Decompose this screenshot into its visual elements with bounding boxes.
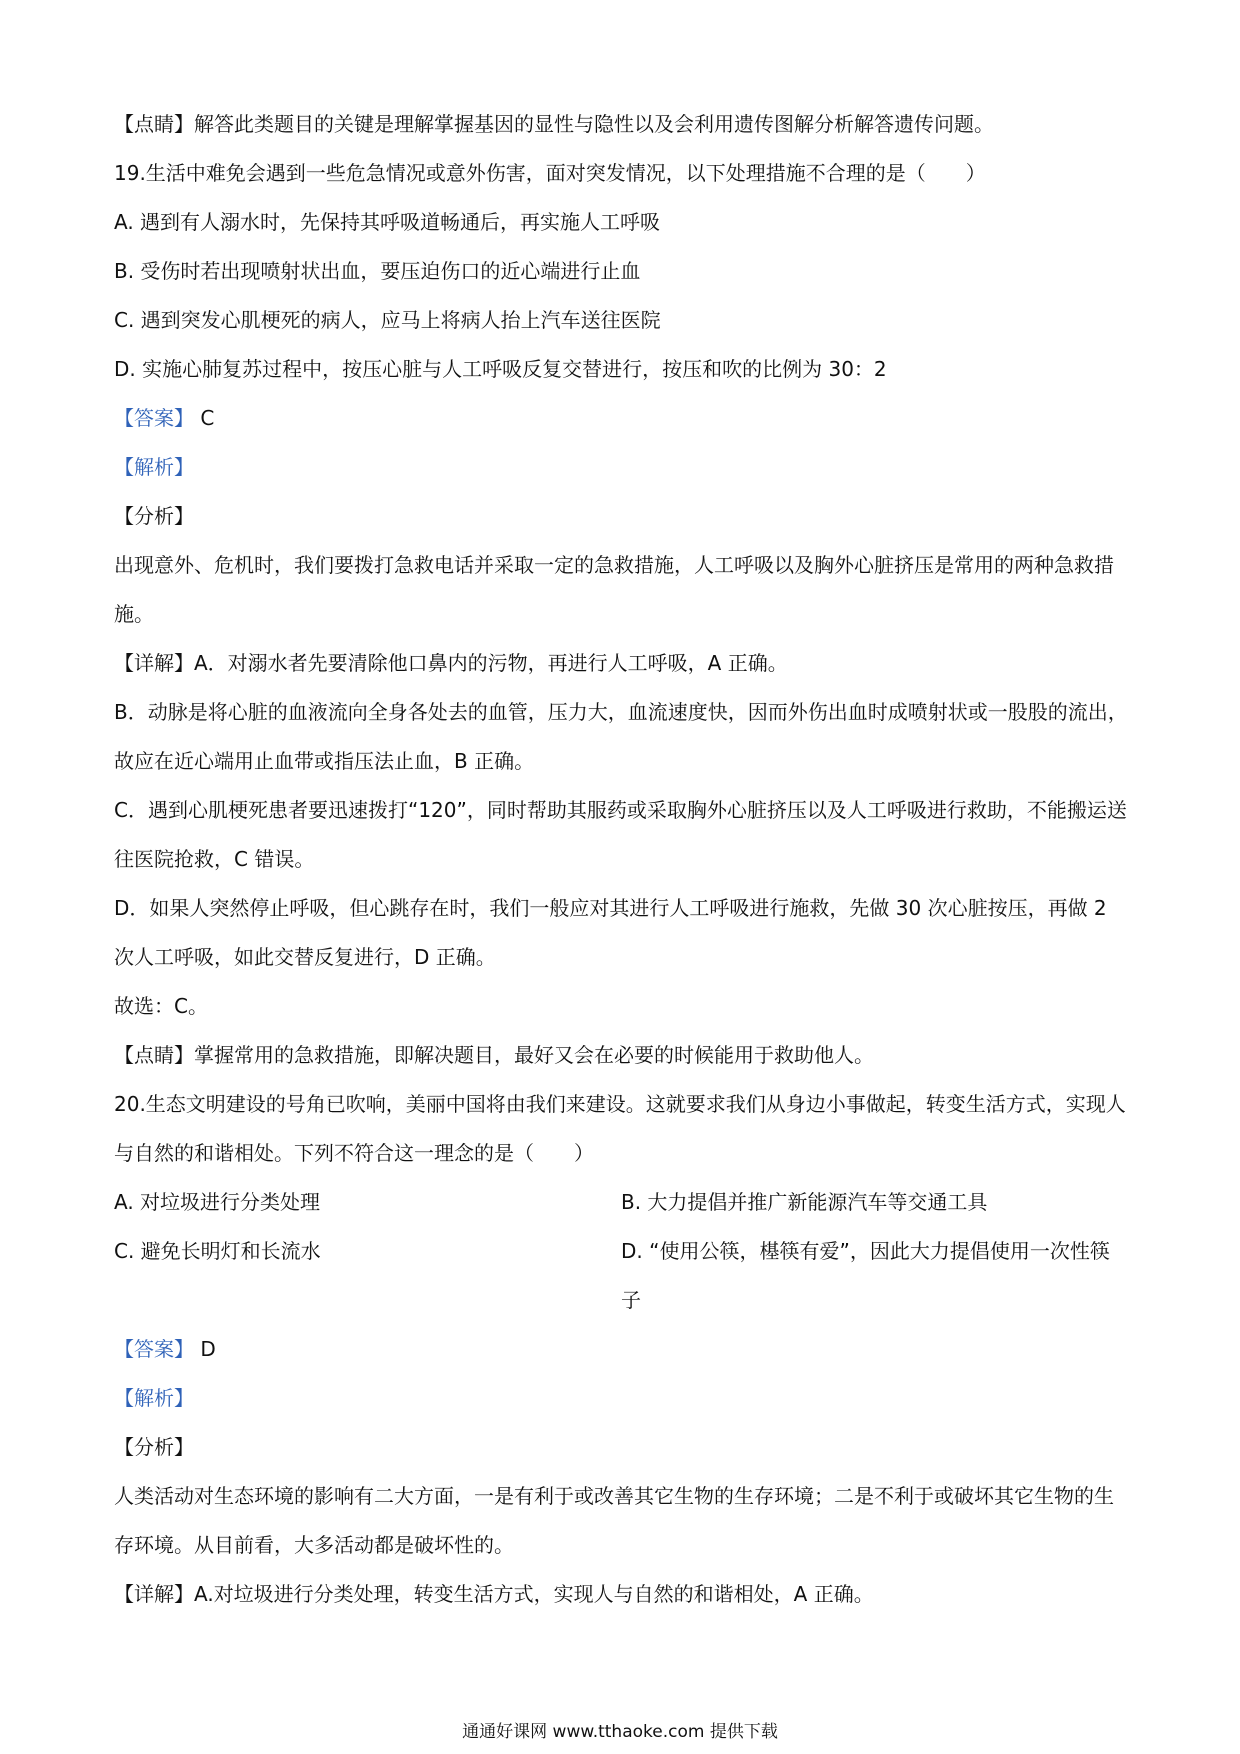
q20-stem: 20.生态文明建设的号角已吹响，美丽中国将由我们来建设。这就要求我们从身边小事做起，转变生活方式，实现人与自然的和谐相处。下列不符合这一理念的是（ ） [114, 1092, 1126, 1165]
detail-label: 【详解】 [114, 1582, 194, 1606]
q19-analysis: 出现意外、危机时，我们要拨打急救电话并采取一定的急救措施，人工呼吸以及胸外心脏挤压是常用的两种急救措施。 [114, 553, 1114, 626]
q20-fenxi-label: 【分析】 [114, 1435, 194, 1459]
document-body [114, 100, 1129, 1619]
q19-detail-b: B．动脉是将心脏的血液流向全身各处去的血管，压力大，血流速度快，因而外伤出血时成喷射状或一股股的流出，故应在近心端用止血带或指压法止血，B 正确。 [114, 700, 1128, 773]
dianjing-text: 掌握常用的急救措施，即解决题目，最好又会在必要的时候能用于救助他人。 [194, 1043, 874, 1067]
page-footer: 通通好课网 www.tthaoke.com 提供下载 [462, 1722, 778, 1742]
prev-dianjing-line [114, 100, 1129, 149]
detail-text: A.对垃圾进行分类处理，转变生活方式，实现人与自然的和谐相处，A 正确。 [194, 1582, 874, 1606]
dianjing-label: 【点睛】 [114, 1043, 194, 1067]
dianjing-label: 【点睛】 [114, 112, 194, 136]
q20-detail-a [114, 1570, 1129, 1619]
q19-detail-c: C．遇到心肌梗死患者要迅速拨打“120”，同时帮助其服药或采取胸外心脏挤压以及人工呼吸进行救助，不能搬运送往医院抢救，C 错误。 [114, 798, 1127, 871]
q20-options-row-2 [114, 1227, 1129, 1325]
q19-jiexi-label: 【解析】 [114, 455, 194, 479]
q19-detail-a [114, 639, 1129, 688]
q20-option-c: C. 避免长明灯和长流水 [114, 1239, 321, 1263]
q19-option-a: A. 遇到有人溺水时，先保持其呼吸道畅通后，再实施人工呼吸 [114, 210, 661, 234]
answer-label: 【答案】 [114, 406, 194, 430]
q20-options-row-1 [114, 1178, 1129, 1227]
dianjing-text: 解答此类题目的关键是理解掌握基因的显性与隐性以及会利用遗传图解分析解答遗传问题。 [194, 112, 994, 136]
q20-option-d: D. “使用公筷，樭筷有爱”，因此大力提倡使用一次性筷子 [621, 1239, 1110, 1312]
q20-option-a: A. 对垃圾进行分类处理 [114, 1190, 321, 1214]
q20-option-b: B. 大力提倡并推广新能源汽车等交通工具 [621, 1190, 988, 1214]
q19-option-d: D. 实施心肺复苏过程中，按压心脏与人工呼吸反复交替进行，按压和吹的比例为 30：2 [114, 357, 887, 381]
q20-answer [114, 1325, 1129, 1374]
q19-stem: 19.生活中难免会遇到一些危急情况或意外伤害，面对突发情况，以下处理措施不合理的是（ ） [114, 161, 986, 185]
q19-fenxi-label: 【分析】 [114, 504, 194, 528]
q19-answer [114, 394, 1129, 443]
q19-detail-d: D．如果人突然停止呼吸，但心跳存在时，我们一般应对其进行人工呼吸进行施救，先做 30 次心脏按压，再做 2 次人工呼吸，如此交替反复进行，D 正确。 [114, 896, 1107, 969]
detail-label: 【详解】 [114, 651, 194, 675]
answer-label: 【答案】 [114, 1337, 194, 1361]
q19-option-c: C. 遇到突发心肌梗死的病人，应马上将病人抬上汽车送往医院 [114, 308, 661, 332]
answer-value: C [194, 406, 215, 430]
q19-option-b: B. 受伤时若出现喷射状出血，要压迫伤口的近心端进行止血 [114, 259, 641, 283]
q19-dianjing-line [114, 1031, 1129, 1080]
q20-jiexi-label: 【解析】 [114, 1386, 194, 1410]
answer-value: D [194, 1337, 216, 1361]
q20-analysis: 人类活动对生态环境的影响有二大方面，一是有利于或改善其它生物的生存环境；二是不利于或破坏其它生物的生存环境。从目前看，大多活动都是破坏性的。 [114, 1484, 1114, 1557]
detail-text: A．对溺水者先要清除他口鼻内的污物，再进行人工呼吸，A 正确。 [194, 651, 788, 675]
q19-choice: 故选：C。 [114, 994, 208, 1018]
